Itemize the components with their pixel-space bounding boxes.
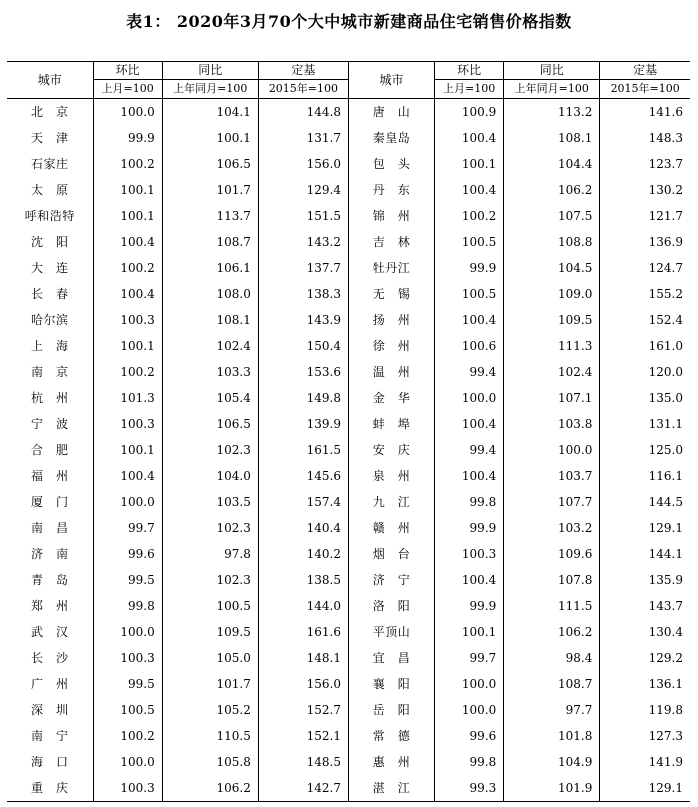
fixed-value: 127.3 bbox=[600, 723, 690, 749]
table-row bbox=[7, 125, 690, 151]
city-name: 岳 阳 bbox=[348, 697, 434, 723]
table-row bbox=[7, 99, 690, 126]
city-name: 大 连 bbox=[31, 261, 69, 275]
yoy-value: 109.5 bbox=[162, 619, 258, 645]
header-mom-base-right: 上月=100 bbox=[435, 80, 504, 99]
table-row bbox=[7, 463, 690, 489]
city-name: 厦 门 bbox=[31, 495, 69, 509]
city-name: 南 京 bbox=[31, 365, 69, 379]
city-name: 蚌 埠 bbox=[348, 411, 434, 437]
fixed-value: 145.6 bbox=[258, 463, 348, 489]
yoy-value: 105.8 bbox=[162, 749, 258, 775]
fixed-value: 123.7 bbox=[600, 151, 690, 177]
yoy-value: 109.6 bbox=[504, 541, 600, 567]
table-row bbox=[7, 385, 690, 411]
mom-value: 100.4 bbox=[93, 229, 162, 255]
fixed-value: 143.7 bbox=[600, 593, 690, 619]
mom-value: 100.3 bbox=[93, 645, 162, 671]
yoy-value: 107.7 bbox=[504, 489, 600, 515]
yoy-value: 104.5 bbox=[504, 255, 600, 281]
city-name: 安 庆 bbox=[348, 437, 434, 463]
fixed-value: 121.7 bbox=[600, 203, 690, 229]
city-name: 常 德 bbox=[348, 723, 434, 749]
mom-value: 99.9 bbox=[435, 593, 504, 619]
city-name: 天 津 bbox=[31, 131, 69, 145]
fixed-value: 129.1 bbox=[600, 515, 690, 541]
city-name: 包 头 bbox=[348, 151, 434, 177]
city-name: 丹 东 bbox=[348, 177, 434, 203]
table-row bbox=[7, 567, 690, 593]
mom-value: 100.1 bbox=[93, 437, 162, 463]
fixed-value: 155.2 bbox=[600, 281, 690, 307]
city-name: 赣 州 bbox=[348, 515, 434, 541]
mom-value: 99.8 bbox=[435, 489, 504, 515]
fixed-value: 131.7 bbox=[258, 125, 348, 151]
fixed-value: 142.7 bbox=[258, 775, 348, 802]
fixed-value: 124.7 bbox=[600, 255, 690, 281]
mom-value: 100.1 bbox=[435, 619, 504, 645]
table-title: 表1： 2020年3月70个大中城市新建商品住宅销售价格指数 bbox=[126, 12, 572, 31]
table-row bbox=[7, 541, 690, 567]
mom-value: 100.1 bbox=[93, 333, 162, 359]
yoy-value: 105.0 bbox=[162, 645, 258, 671]
fixed-value: 120.0 bbox=[600, 359, 690, 385]
yoy-value: 102.4 bbox=[504, 359, 600, 385]
yoy-value: 103.7 bbox=[504, 463, 600, 489]
yoy-value: 102.4 bbox=[162, 333, 258, 359]
yoy-value: 105.4 bbox=[162, 385, 258, 411]
fixed-value: 161.6 bbox=[258, 619, 348, 645]
yoy-value: 111.5 bbox=[504, 593, 600, 619]
fixed-value: 135.0 bbox=[600, 385, 690, 411]
header-fixed-right: 定基 bbox=[600, 62, 690, 80]
city-name: 长 沙 bbox=[31, 651, 69, 665]
yoy-value: 100.1 bbox=[162, 125, 258, 151]
mom-value: 99.6 bbox=[435, 723, 504, 749]
city-name: 湛 江 bbox=[348, 775, 434, 802]
yoy-value: 104.1 bbox=[162, 99, 258, 126]
mom-value: 100.6 bbox=[435, 333, 504, 359]
yoy-value: 102.3 bbox=[162, 437, 258, 463]
table-row bbox=[7, 749, 690, 775]
yoy-value: 104.4 bbox=[504, 151, 600, 177]
mom-value: 100.5 bbox=[435, 281, 504, 307]
fixed-value: 131.1 bbox=[600, 411, 690, 437]
city-name: 南 宁 bbox=[31, 729, 69, 743]
mom-value: 99.8 bbox=[93, 593, 162, 619]
city-name: 金 华 bbox=[348, 385, 434, 411]
table-row bbox=[7, 177, 690, 203]
mom-value: 100.0 bbox=[93, 99, 162, 126]
header-city-right: 城市 bbox=[348, 62, 434, 99]
city-name: 秦皇岛 bbox=[348, 125, 434, 151]
table-row bbox=[7, 593, 690, 619]
fixed-value: 140.4 bbox=[258, 515, 348, 541]
mom-value: 100.0 bbox=[93, 489, 162, 515]
table-row bbox=[7, 437, 690, 463]
mom-value: 99.7 bbox=[93, 515, 162, 541]
yoy-value: 110.5 bbox=[162, 723, 258, 749]
mom-value: 100.4 bbox=[435, 125, 504, 151]
yoy-value: 108.7 bbox=[162, 229, 258, 255]
fixed-value: 141.6 bbox=[600, 99, 690, 126]
mom-value: 100.1 bbox=[93, 203, 162, 229]
city-name: 泉 州 bbox=[348, 463, 434, 489]
city-name: 福 州 bbox=[31, 469, 69, 483]
city-name: 烟 台 bbox=[348, 541, 434, 567]
header-fixed-base-right: 2015年=100 bbox=[600, 80, 690, 99]
city-name: 唐 山 bbox=[348, 99, 434, 126]
yoy-value: 101.7 bbox=[162, 177, 258, 203]
mom-value: 100.4 bbox=[435, 463, 504, 489]
fixed-value: 119.8 bbox=[600, 697, 690, 723]
yoy-value: 103.3 bbox=[162, 359, 258, 385]
header-yoy-base-right: 上年同月=100 bbox=[504, 80, 600, 99]
city-name: 宜 昌 bbox=[348, 645, 434, 671]
mom-value: 101.3 bbox=[93, 385, 162, 411]
mom-value: 100.4 bbox=[93, 463, 162, 489]
mom-value: 99.4 bbox=[435, 437, 504, 463]
mom-value: 100.2 bbox=[93, 723, 162, 749]
fixed-value: 144.1 bbox=[600, 541, 690, 567]
table-row bbox=[7, 775, 690, 802]
mom-value: 100.2 bbox=[93, 359, 162, 385]
mom-value: 99.5 bbox=[93, 671, 162, 697]
fixed-value: 125.0 bbox=[600, 437, 690, 463]
header-fixed-base: 2015年=100 bbox=[258, 80, 348, 99]
yoy-value: 103.8 bbox=[504, 411, 600, 437]
fixed-value: 140.2 bbox=[258, 541, 348, 567]
yoy-value: 106.5 bbox=[162, 411, 258, 437]
yoy-value: 113.7 bbox=[162, 203, 258, 229]
yoy-value: 105.2 bbox=[162, 697, 258, 723]
city-name: 郑 州 bbox=[31, 599, 69, 613]
mom-value: 100.1 bbox=[435, 151, 504, 177]
mom-value: 100.4 bbox=[435, 177, 504, 203]
yoy-value: 103.5 bbox=[162, 489, 258, 515]
yoy-value: 100.5 bbox=[162, 593, 258, 619]
table-row bbox=[7, 307, 690, 333]
fixed-value: 143.2 bbox=[258, 229, 348, 255]
yoy-value: 102.3 bbox=[162, 567, 258, 593]
fixed-value: 136.1 bbox=[600, 671, 690, 697]
yoy-value: 108.1 bbox=[162, 307, 258, 333]
city-name: 牡丹江 bbox=[348, 255, 434, 281]
fixed-value: 148.3 bbox=[600, 125, 690, 151]
city-name: 无 锡 bbox=[348, 281, 434, 307]
city-name: 深 圳 bbox=[31, 703, 69, 717]
city-name: 济 南 bbox=[31, 547, 69, 561]
city-name: 洛 阳 bbox=[348, 593, 434, 619]
yoy-value: 107.1 bbox=[504, 385, 600, 411]
mom-value: 100.0 bbox=[93, 619, 162, 645]
fixed-value: 137.7 bbox=[258, 255, 348, 281]
fixed-value: 136.9 bbox=[600, 229, 690, 255]
city-name: 南 昌 bbox=[31, 521, 69, 535]
mom-value: 99.5 bbox=[93, 567, 162, 593]
table-header bbox=[7, 62, 690, 99]
yoy-value: 109.0 bbox=[504, 281, 600, 307]
fixed-value: 130.4 bbox=[600, 619, 690, 645]
yoy-value: 97.7 bbox=[504, 697, 600, 723]
city-name: 吉 林 bbox=[348, 229, 434, 255]
fixed-value: 144.5 bbox=[600, 489, 690, 515]
mom-value: 100.3 bbox=[93, 307, 162, 333]
table-row bbox=[7, 255, 690, 281]
table-row bbox=[7, 229, 690, 255]
fixed-value: 116.1 bbox=[600, 463, 690, 489]
city-name: 重 庆 bbox=[7, 775, 93, 802]
fixed-value: 135.9 bbox=[600, 567, 690, 593]
fixed-value: 152.4 bbox=[600, 307, 690, 333]
table-row bbox=[7, 515, 690, 541]
yoy-value: 104.0 bbox=[162, 463, 258, 489]
fixed-value: 161.5 bbox=[258, 437, 348, 463]
fixed-value: 156.0 bbox=[258, 151, 348, 177]
fixed-value: 152.7 bbox=[258, 697, 348, 723]
table-row bbox=[7, 671, 690, 697]
yoy-value: 104.9 bbox=[504, 749, 600, 775]
mom-value: 100.2 bbox=[93, 151, 162, 177]
city-name: 沈 阳 bbox=[31, 235, 69, 249]
city-name: 呼和浩特 bbox=[24, 209, 75, 223]
fixed-value: 151.5 bbox=[258, 203, 348, 229]
fixed-value: 129.1 bbox=[600, 775, 690, 802]
city-name: 海 口 bbox=[31, 755, 69, 769]
yoy-value: 101.7 bbox=[162, 671, 258, 697]
mom-value: 100.2 bbox=[435, 203, 504, 229]
yoy-value: 106.2 bbox=[504, 619, 600, 645]
fixed-value: 130.2 bbox=[600, 177, 690, 203]
mom-value: 100.0 bbox=[435, 697, 504, 723]
header-mom: 环比 bbox=[93, 62, 162, 80]
table-row bbox=[7, 151, 690, 177]
yoy-value: 107.5 bbox=[504, 203, 600, 229]
city-name: 武 汉 bbox=[31, 625, 69, 639]
city-name: 哈尔滨 bbox=[31, 313, 69, 327]
fixed-value: 129.4 bbox=[258, 177, 348, 203]
city-name: 石家庄 bbox=[31, 157, 69, 171]
yoy-value: 103.2 bbox=[504, 515, 600, 541]
mom-value: 100.4 bbox=[435, 411, 504, 437]
fixed-value: 138.5 bbox=[258, 567, 348, 593]
mom-value: 100.4 bbox=[93, 281, 162, 307]
mom-value: 99.6 bbox=[93, 541, 162, 567]
yoy-value: 106.2 bbox=[504, 177, 600, 203]
table-row bbox=[7, 359, 690, 385]
city-name: 杭 州 bbox=[31, 391, 69, 405]
mom-value: 99.9 bbox=[435, 255, 504, 281]
table-row bbox=[7, 411, 690, 437]
city-name: 九 江 bbox=[348, 489, 434, 515]
fixed-value: 138.3 bbox=[258, 281, 348, 307]
mom-value: 99.3 bbox=[435, 775, 504, 802]
table-row bbox=[7, 697, 690, 723]
mom-value: 100.0 bbox=[435, 385, 504, 411]
city-name: 北 京 bbox=[31, 105, 69, 119]
table-row bbox=[7, 203, 690, 229]
city-name: 徐 州 bbox=[348, 333, 434, 359]
city-name: 平顶山 bbox=[348, 619, 434, 645]
mom-value: 100.5 bbox=[93, 697, 162, 723]
city-name: 济 宁 bbox=[348, 567, 434, 593]
city-name: 太 原 bbox=[31, 183, 69, 197]
mom-value: 99.9 bbox=[435, 515, 504, 541]
mom-value: 99.4 bbox=[435, 359, 504, 385]
mom-value: 99.7 bbox=[435, 645, 504, 671]
price-index-table bbox=[7, 61, 690, 802]
table-row bbox=[7, 333, 690, 359]
fixed-value: 150.4 bbox=[258, 333, 348, 359]
header-mom-right: 环比 bbox=[435, 62, 504, 80]
mom-value: 100.3 bbox=[93, 411, 162, 437]
yoy-value: 108.0 bbox=[162, 281, 258, 307]
mom-value: 100.4 bbox=[435, 567, 504, 593]
table-row bbox=[7, 489, 690, 515]
yoy-value: 108.1 bbox=[504, 125, 600, 151]
city-name: 合 肥 bbox=[31, 443, 69, 457]
header-yoy-base: 上年同月=100 bbox=[162, 80, 258, 99]
yoy-value: 108.8 bbox=[504, 229, 600, 255]
header-yoy: 同比 bbox=[162, 62, 258, 80]
yoy-value: 97.8 bbox=[162, 541, 258, 567]
yoy-value: 102.3 bbox=[162, 515, 258, 541]
fixed-value: 149.8 bbox=[258, 385, 348, 411]
mom-value: 100.2 bbox=[93, 255, 162, 281]
yoy-value: 100.0 bbox=[504, 437, 600, 463]
mom-value: 100.0 bbox=[93, 749, 162, 775]
city-name: 扬 州 bbox=[348, 307, 434, 333]
header-mom-base: 上月=100 bbox=[93, 80, 162, 99]
fixed-value: 152.1 bbox=[258, 723, 348, 749]
city-name: 锦 州 bbox=[348, 203, 434, 229]
mom-value: 100.4 bbox=[435, 307, 504, 333]
fixed-value: 144.0 bbox=[258, 593, 348, 619]
header-yoy-right: 同比 bbox=[504, 62, 600, 80]
yoy-value: 106.1 bbox=[162, 255, 258, 281]
city-name: 上 海 bbox=[31, 339, 69, 353]
yoy-value: 107.8 bbox=[504, 567, 600, 593]
fixed-value: 141.9 bbox=[600, 749, 690, 775]
yoy-value: 106.2 bbox=[162, 775, 258, 802]
table-row bbox=[7, 619, 690, 645]
yoy-value: 101.9 bbox=[504, 775, 600, 802]
fixed-value: 129.2 bbox=[600, 645, 690, 671]
fixed-value: 157.4 bbox=[258, 489, 348, 515]
mom-value: 99.9 bbox=[93, 125, 162, 151]
mom-value: 100.5 bbox=[435, 229, 504, 255]
table-row bbox=[7, 645, 690, 671]
header-fixed: 定基 bbox=[258, 62, 348, 80]
city-name: 襄 阳 bbox=[348, 671, 434, 697]
city-name: 惠 州 bbox=[348, 749, 434, 775]
mom-value: 100.3 bbox=[435, 541, 504, 567]
yoy-value: 109.5 bbox=[504, 307, 600, 333]
table-row bbox=[7, 281, 690, 307]
fixed-value: 161.0 bbox=[600, 333, 690, 359]
yoy-value: 111.3 bbox=[504, 333, 600, 359]
mom-value: 100.3 bbox=[93, 775, 162, 802]
mom-value: 99.8 bbox=[435, 749, 504, 775]
city-name: 长 春 bbox=[31, 287, 69, 301]
fixed-value: 139.9 bbox=[258, 411, 348, 437]
yoy-value: 113.2 bbox=[504, 99, 600, 126]
yoy-value: 98.4 bbox=[504, 645, 600, 671]
yoy-value: 106.5 bbox=[162, 151, 258, 177]
city-name: 温 州 bbox=[348, 359, 434, 385]
yoy-value: 101.8 bbox=[504, 723, 600, 749]
fixed-value: 143.9 bbox=[258, 307, 348, 333]
city-name: 青 岛 bbox=[31, 573, 69, 587]
fixed-value: 156.0 bbox=[258, 671, 348, 697]
yoy-value: 108.7 bbox=[504, 671, 600, 697]
table-body bbox=[7, 99, 690, 802]
table-row bbox=[7, 723, 690, 749]
fixed-value: 153.6 bbox=[258, 359, 348, 385]
city-name: 广 州 bbox=[31, 677, 69, 691]
fixed-value: 148.5 bbox=[258, 749, 348, 775]
mom-value: 100.1 bbox=[93, 177, 162, 203]
fixed-value: 144.8 bbox=[258, 99, 348, 126]
city-name: 宁 波 bbox=[31, 417, 69, 431]
mom-value: 100.0 bbox=[435, 671, 504, 697]
fixed-value: 148.1 bbox=[258, 645, 348, 671]
mom-value: 100.9 bbox=[435, 99, 504, 126]
header-city: 城市 bbox=[7, 62, 93, 99]
